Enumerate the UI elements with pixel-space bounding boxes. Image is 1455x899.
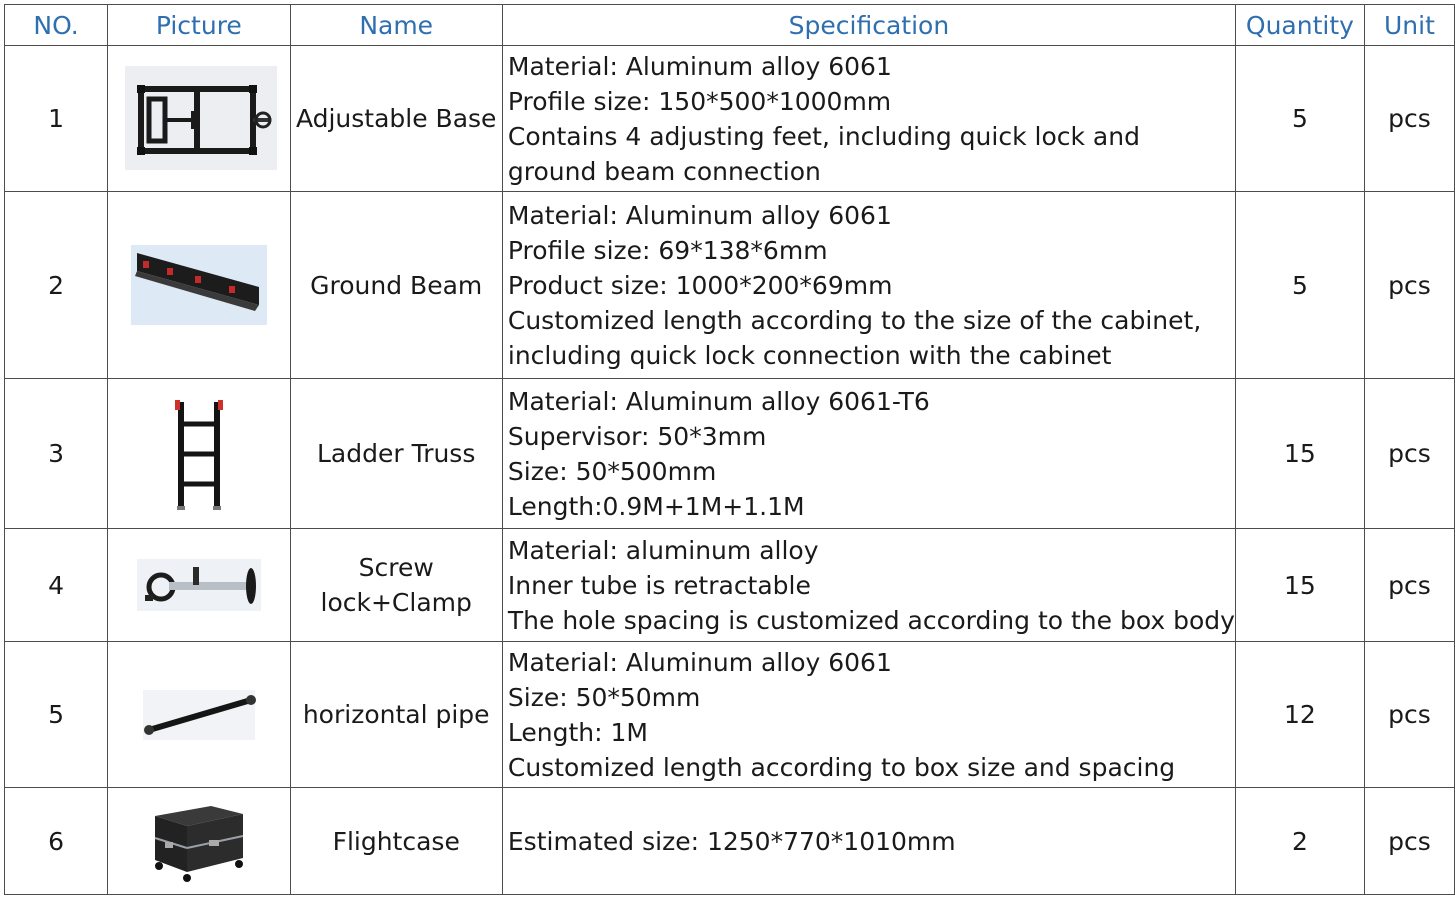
- spec-line: Product size: 1000*200*69mm: [507, 270, 893, 300]
- spec-line: Length:0.9M+1M+1.1M: [507, 491, 805, 521]
- spec-line: Profile size: 150*500*1000mm: [507, 86, 892, 116]
- item-name: horizontal pipe: [290, 642, 502, 788]
- spec-line: Profile size: 69*138*6mm: [507, 235, 828, 265]
- item-specification: [502, 529, 1235, 642]
- item-unit: pcs: [1364, 192, 1454, 379]
- table-row: [5, 379, 1455, 529]
- spec-line: Material: Aluminum alloy 6061: [507, 647, 892, 677]
- table-row: [5, 529, 1455, 642]
- column-header-specification: Specification: [502, 5, 1235, 46]
- spec-line: Material: Aluminum alloy 6061-T6: [507, 386, 930, 416]
- item-name: Flightcase: [290, 788, 502, 895]
- item-quantity: 5: [1235, 192, 1364, 379]
- item-quantity: 15: [1235, 379, 1364, 529]
- item-name: Screw lock+Clamp: [290, 529, 502, 642]
- spec-line: Size: 50*50mm: [507, 682, 701, 712]
- spec-line: Estimated size: 1250*770*1010mm: [507, 826, 956, 856]
- screw-lock-clamp-image: [108, 529, 290, 642]
- spec-line: Supervisor: 50*3mm: [507, 421, 767, 451]
- spec-line: Inner tube is retractable: [507, 570, 811, 600]
- item-unit: pcs: [1364, 529, 1454, 642]
- column-header-no: NO.: [5, 5, 108, 46]
- horizontal-pipe-image: [108, 642, 290, 788]
- column-header-picture: Picture: [108, 5, 290, 46]
- ground-beam-image: [108, 192, 290, 379]
- item-specification: [502, 192, 1235, 379]
- item-specification: [502, 788, 1235, 895]
- column-header-quantity: Quantity: [1235, 5, 1364, 46]
- spec-line: Material: Aluminum alloy 6061: [507, 51, 892, 81]
- adjustable-base-image: [108, 46, 290, 192]
- table-row: [5, 192, 1455, 379]
- table-row: [5, 46, 1455, 192]
- spec-line: Customized length according to box size and spacing: [507, 752, 1176, 782]
- spec-line: The hole spacing is customized according to the box body: [507, 605, 1235, 635]
- row-number: 1: [5, 46, 108, 192]
- item-specification: [502, 379, 1235, 529]
- spec-line: Customized length according to the size of the cabinet, including quick lock connection with the cabinet: [507, 305, 1202, 370]
- row-number: 2: [5, 192, 108, 379]
- item-unit: pcs: [1364, 788, 1454, 895]
- spec-line: Length: 1M: [507, 717, 648, 747]
- table-row: [5, 642, 1455, 788]
- spec-line: Material: Aluminum alloy 6061: [507, 200, 892, 230]
- row-number: 3: [5, 379, 108, 529]
- table-row: [5, 788, 1455, 895]
- row-number: 6: [5, 788, 108, 895]
- item-unit: pcs: [1364, 642, 1454, 788]
- item-name: Ground Beam: [290, 192, 502, 379]
- item-quantity: 5: [1235, 46, 1364, 192]
- flightcase-image: [108, 788, 290, 895]
- item-name: Adjustable Base: [290, 46, 502, 192]
- item-specification: [502, 46, 1235, 192]
- equipment-table: [4, 4, 1455, 895]
- item-name: Ladder Truss: [290, 379, 502, 529]
- spec-line: Material: aluminum alloy: [507, 535, 819, 565]
- row-number: 4: [5, 529, 108, 642]
- item-quantity: 2: [1235, 788, 1364, 895]
- item-quantity: 12: [1235, 642, 1364, 788]
- spec-line: Contains 4 adjusting feet, including quick lock and ground beam connection: [507, 121, 1140, 186]
- spec-line: Size: 50*500mm: [507, 456, 717, 486]
- item-specification: [502, 642, 1235, 788]
- column-header-unit: Unit: [1364, 5, 1454, 46]
- row-number: 5: [5, 642, 108, 788]
- item-unit: pcs: [1364, 379, 1454, 529]
- item-unit: pcs: [1364, 46, 1454, 192]
- column-header-name: Name: [290, 5, 502, 46]
- item-quantity: 15: [1235, 529, 1364, 642]
- ladder-truss-image: [108, 379, 290, 529]
- header-row: [5, 5, 1455, 46]
